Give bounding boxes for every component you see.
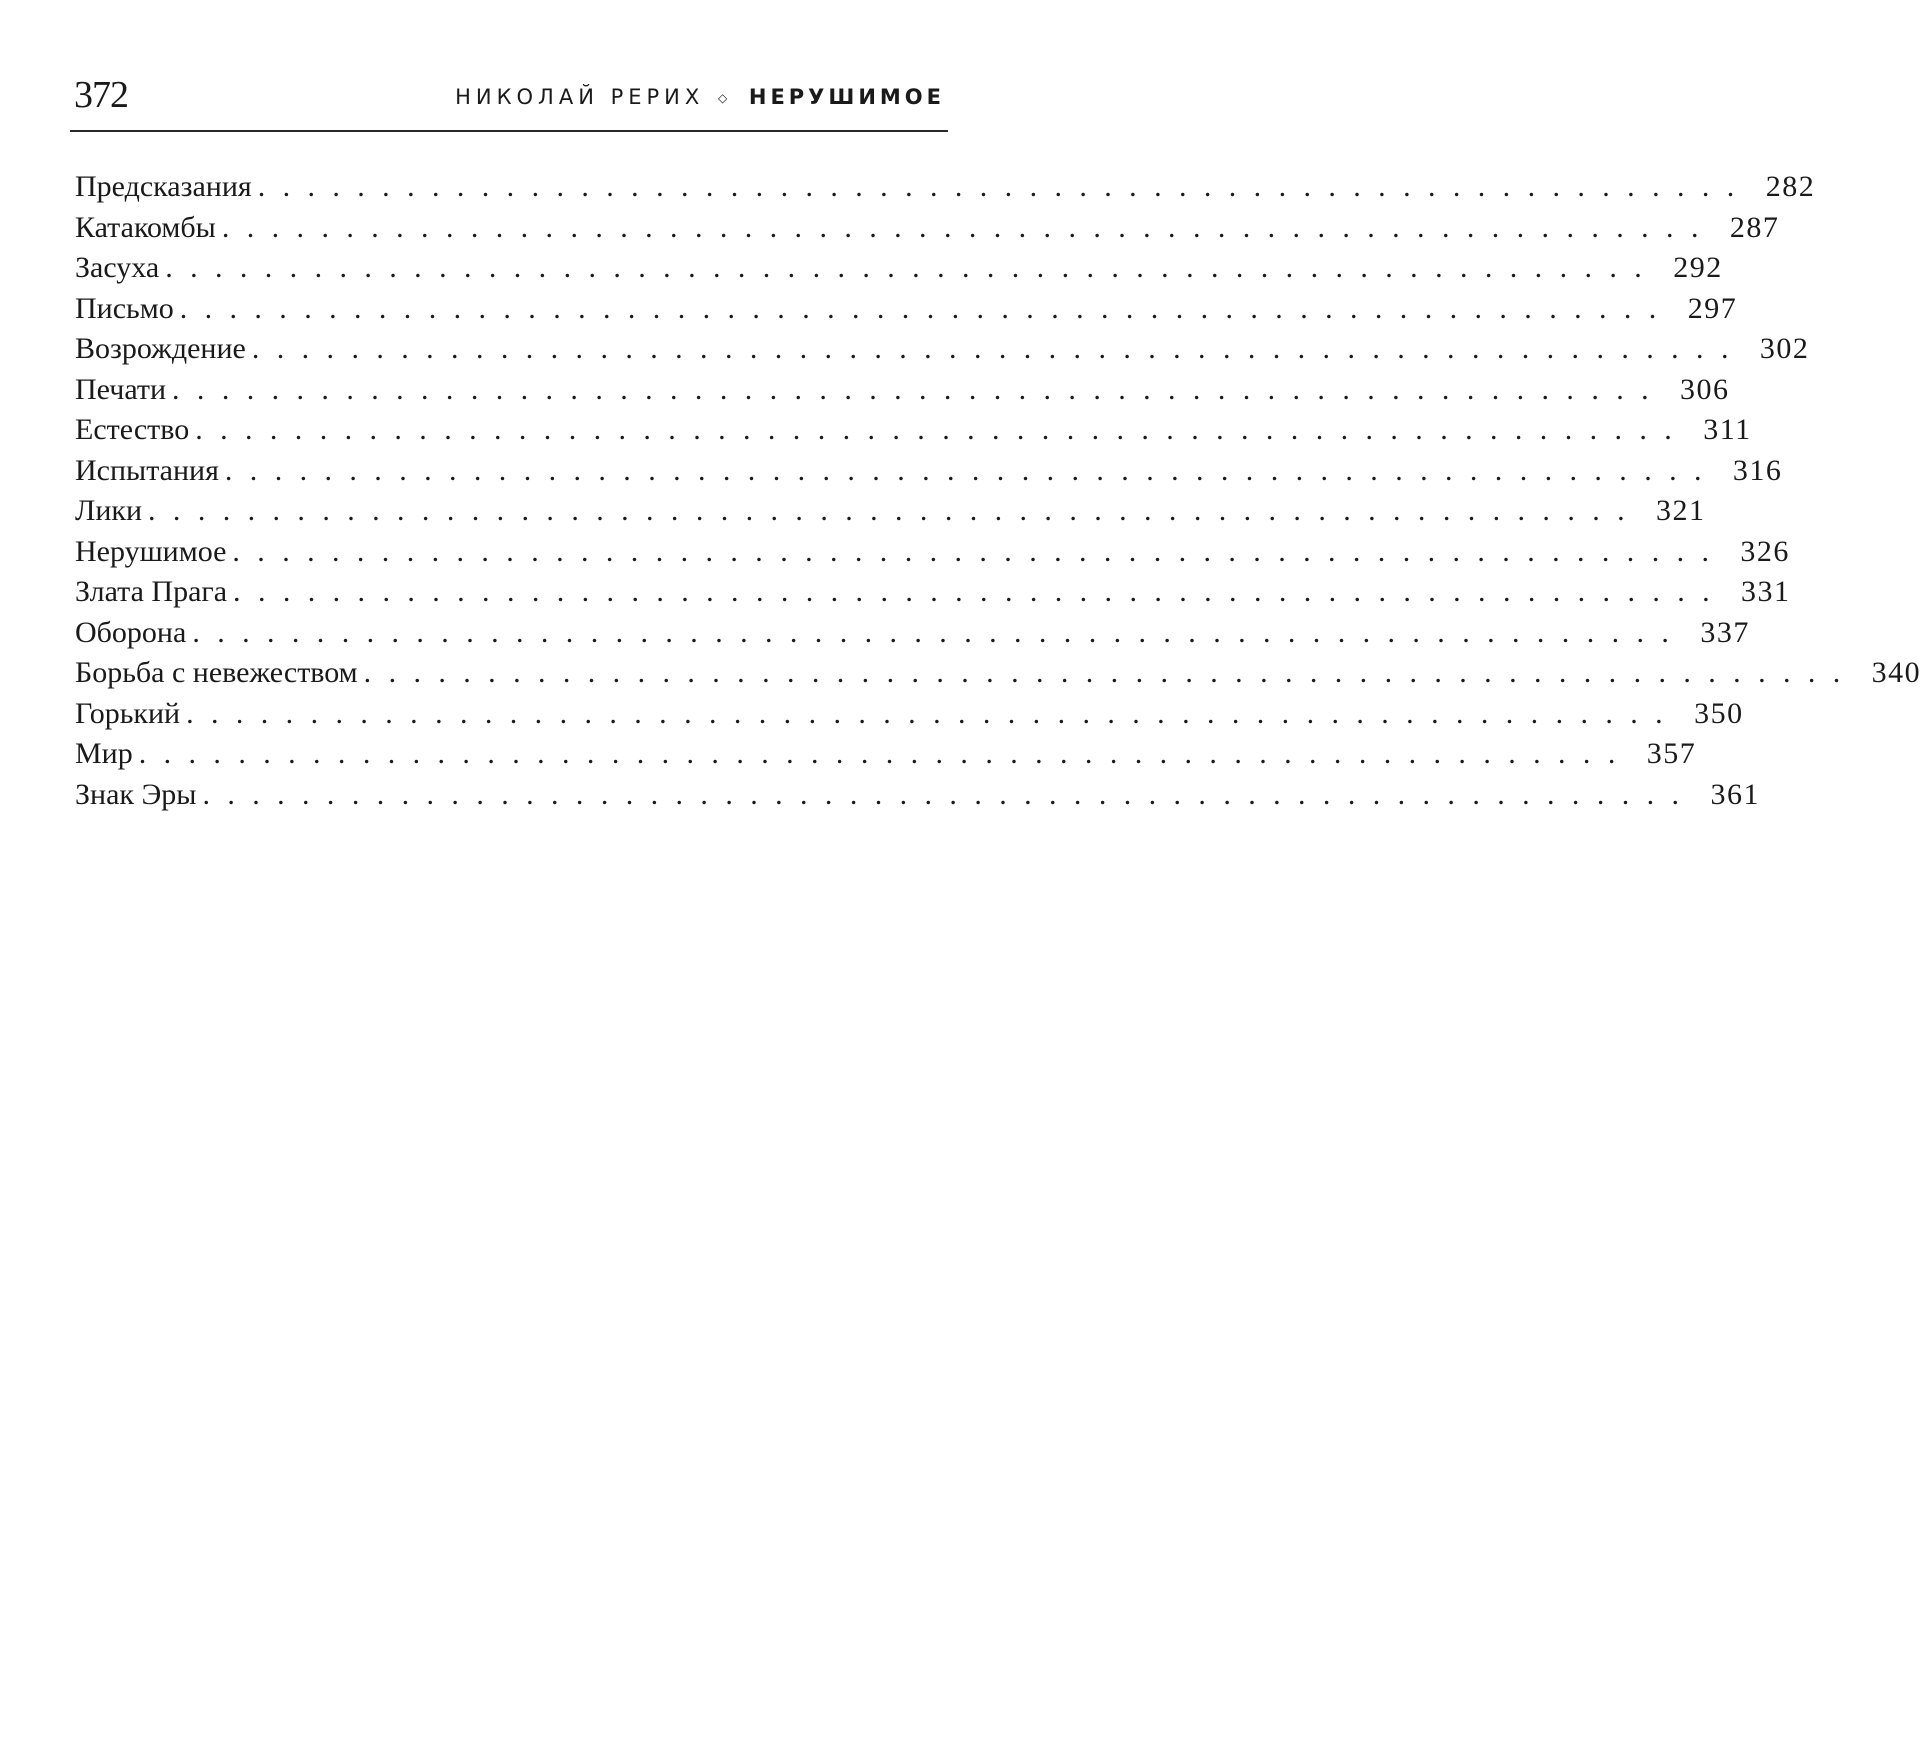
toc-entry-title: Мир [75, 737, 133, 770]
toc-entry-page: 331 [1741, 575, 1791, 608]
toc-entry [75, 734, 1697, 775]
toc-entry-title: Нерушимое [75, 534, 227, 568]
toc-dot-leader: ............................................................ [165, 251, 1660, 284]
toc-entry-title: Печати [75, 372, 167, 406]
toc-dot-leader: ............................................................ [232, 534, 1727, 568]
toc-entry-page: 297 [1687, 291, 1738, 325]
toc-entry-page: 326 [1740, 534, 1790, 568]
toc-dot-leader: ............................................................ [195, 413, 1690, 446]
toc-dot-leader: ............................................................ [186, 696, 1681, 730]
toc-dot-leader: ............................................................ [179, 291, 1674, 325]
diamond-separator-icon: ◇ [717, 91, 728, 105]
toc-entry-title: Письмо [75, 291, 174, 325]
toc-dot-leader: ............................................................ [363, 656, 1858, 689]
page-number: 372 [74, 74, 128, 116]
toc-entry [75, 248, 1723, 289]
toc-entry-title: Лики [75, 494, 143, 527]
toc-entry [75, 572, 1791, 613]
toc-entry [75, 451, 1783, 492]
toc-dot-leader: ............................................................ [172, 372, 1667, 406]
toc-entry [75, 289, 1738, 330]
toc-entry-title: Оборона [75, 615, 187, 649]
toc-entry [75, 532, 1790, 573]
toc-dot-leader: ............................................................ [148, 494, 1643, 527]
toc-entry-title: Возрождение [75, 332, 246, 365]
toc-entry [75, 208, 1780, 249]
toc-entry [75, 653, 1921, 694]
toc-entry-title: Злата Прага [75, 575, 228, 608]
toc-dot-leader: ............................................................ [257, 170, 1752, 203]
toc-entry-title: Засуха [75, 251, 160, 284]
toc-entry-page: 337 [1700, 615, 1750, 649]
toc-entry [75, 329, 1810, 370]
toc-entry-title: Предсказания [75, 170, 252, 203]
toc-entry-title: Горький [75, 696, 181, 730]
toc-entry-title: Знак Эры [75, 777, 197, 811]
toc-entry-title: Катакомбы [75, 210, 216, 244]
toc-entry [75, 491, 1706, 532]
toc-dot-leader: ............................................................ [138, 737, 1633, 770]
toc-entry-page: 316 [1732, 453, 1783, 487]
table-of-contents [75, 167, 1921, 815]
toc-entry [75, 410, 1752, 451]
header-rule [70, 130, 948, 132]
toc-dot-leader: ............................................................ [224, 453, 1719, 487]
toc-entry-page: 350 [1694, 696, 1744, 730]
toc-dot-leader: ............................................................ [192, 615, 1687, 649]
toc-entry-page: 340 [1871, 656, 1921, 689]
toc-entry-title: Борьба с невежеством [75, 656, 358, 689]
toc-entry-page: 306 [1680, 372, 1730, 406]
toc-entry-page: 302 [1759, 332, 1810, 365]
toc-entry [75, 775, 1760, 816]
toc-entry-page: 321 [1656, 494, 1706, 527]
toc-entry-page: 361 [1710, 777, 1760, 811]
book-title: НЕРУШИМОЕ [748, 85, 945, 109]
toc-entry-page: 292 [1673, 251, 1723, 284]
toc-entry [75, 167, 1816, 208]
toc-entry-page: 311 [1703, 413, 1752, 446]
running-head [455, 82, 945, 113]
toc-entry [75, 370, 1730, 411]
toc-dot-leader: ............................................................ [221, 210, 1716, 244]
toc-dot-leader: ............................................................ [251, 332, 1746, 365]
toc-entry [75, 613, 1750, 654]
toc-entry [75, 694, 1744, 735]
toc-dot-leader: ............................................................ [202, 777, 1697, 811]
toc-dot-leader: ............................................................ [233, 575, 1728, 608]
toc-entry-title: Испытания [75, 453, 219, 487]
author-name: НИКОЛАЙ РЕРИХ [455, 85, 705, 109]
toc-entry-title: Естество [75, 413, 190, 446]
toc-entry-page: 287 [1729, 210, 1780, 244]
toc-entry-page: 282 [1765, 170, 1816, 203]
toc-entry-page: 357 [1646, 737, 1697, 770]
